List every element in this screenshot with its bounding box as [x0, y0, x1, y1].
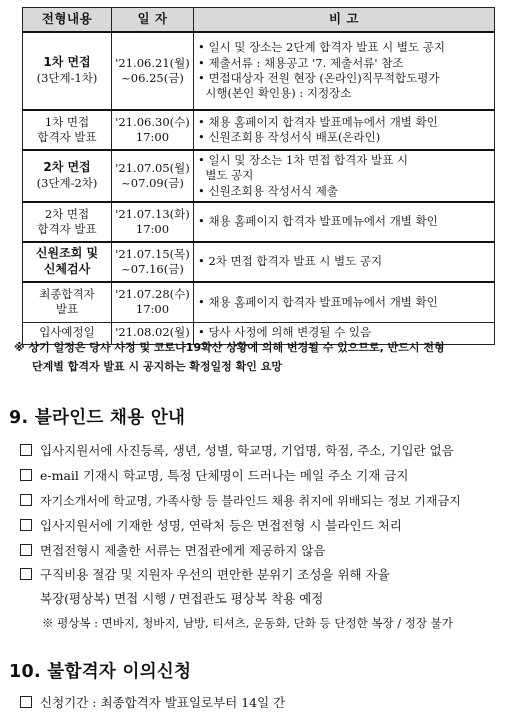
- checkbox-icon: [20, 469, 32, 481]
- checkbox-icon: [20, 696, 32, 708]
- list-item-text: 입사지원서에 기재한 성명, 연락처 등은 면접전형 시 블라인드 처리: [40, 518, 402, 533]
- date-line: ~07.16(금): [121, 262, 184, 276]
- schedule-footnote: [14, 338, 500, 377]
- header-date: 일 자: [112, 8, 194, 33]
- stage-sublabel: 합격자 발표: [37, 222, 97, 236]
- list-item-text: 면접전형시 제출한 서류는 면접관에게 제공하지 않음: [40, 543, 326, 558]
- list-item: [18, 438, 502, 463]
- note-line: • 제출서류 : 채용공고 '7. 제출서류' 참조: [198, 55, 404, 70]
- list-item: [18, 538, 502, 563]
- date-cell: [112, 150, 194, 202]
- checkbox-icon: [20, 519, 32, 531]
- notes-cell: [194, 110, 495, 150]
- date-cell: [112, 242, 194, 282]
- schedule-table: [22, 7, 495, 345]
- note-line: • 신원조회용 작성서식 배포(온라인): [198, 130, 381, 144]
- list-item: [18, 690, 502, 715]
- list-item: [18, 488, 502, 513]
- date-line: 17:00: [135, 302, 170, 317]
- notes-cell: [194, 32, 495, 110]
- date-cell: [112, 282, 194, 322]
- table-row: [23, 32, 495, 110]
- date-line: '21.07.05(월): [115, 160, 190, 175]
- note-line: • 신원조회용 작성서식 제출: [198, 183, 338, 198]
- list-item-continuation: 복장(평상복) 면접 시행 / 면접관도 평상복 착용 예정: [40, 591, 324, 606]
- stage-cell: [23, 150, 112, 202]
- date-cell: [112, 202, 194, 242]
- header-stage: 전형내용: [23, 8, 112, 33]
- date-line: 17:00: [135, 130, 170, 144]
- checkbox-icon: [20, 444, 32, 456]
- section-9-title: 9. 블라인드 채용 안내: [9, 408, 186, 428]
- note-line: • 일시 및 장소는 1차 면접 합격자 발표 시: [198, 153, 408, 168]
- table-row: [23, 282, 495, 322]
- notes-cell: [194, 242, 495, 282]
- date-line: '21.07.28(수): [115, 286, 190, 301]
- date-line: '21.08.02(월): [115, 325, 190, 340]
- list-item-text: e-mail 기재시 학교명, 특정 단체명이 드러나는 메일 주소 기재 금지: [40, 468, 409, 483]
- list-item-text: 입사지원서에 사진등록, 생년, 성별, 학교명, 기업명, 학점, 주소, 기입란 없음: [40, 443, 454, 458]
- section-9-list: [18, 438, 502, 635]
- date-cell: [112, 32, 194, 110]
- date-line: ~07.09(금): [121, 176, 184, 190]
- table-row: [23, 150, 495, 202]
- list-item-text: 자기소개서에 학교명, 가족사항 등 블라인드 채용 취지에 위배되는 정보 기재금지: [40, 494, 461, 508]
- note-line: • 당사 사정에 의해 변경될 수 있음: [198, 325, 372, 340]
- header-notes: 비 고: [194, 8, 495, 33]
- stage-cell: [23, 282, 112, 322]
- stage-label: 1차 면접: [43, 55, 91, 70]
- list-item: [18, 563, 502, 635]
- stage-cell: [23, 242, 112, 282]
- table-row: [23, 110, 495, 150]
- stage-label: 2차 면접: [44, 206, 90, 221]
- date-line: '21.07.13(화): [115, 206, 190, 221]
- date-line: '21.06.30(수): [115, 114, 190, 129]
- list-item: [18, 513, 502, 538]
- notes-cell: [194, 202, 495, 242]
- stage-sublabel: 합격자 발표: [37, 130, 97, 144]
- note-line: • 일시 및 장소는 2단계 합격자 발표 시 별도 공지: [198, 40, 445, 55]
- stage-cell: [23, 202, 112, 242]
- notes-cell: [194, 282, 495, 322]
- table-header-row: [23, 8, 495, 33]
- stage-label: 입사예정일: [39, 325, 95, 340]
- stage-label: 2차 면접: [43, 160, 91, 175]
- list-item-text: 신청기간 : 최종합격자 발표일로부터 14일 간: [40, 695, 286, 710]
- stage-cell: [23, 110, 112, 150]
- table-row: [23, 202, 495, 242]
- section-10-title: 10. 불합격자 이의신청: [9, 662, 192, 682]
- dress-code-note: ※ 평상복 : 면바지, 청바지, 남방, 티셔츠, 운동화, 단화 등 단정한 복장 / 정장 불가: [42, 616, 453, 630]
- checkbox-icon: [20, 494, 32, 506]
- date-line: 17:00: [135, 222, 170, 236]
- note-line: • 채용 홈페이지 합격자 발표메뉴에서 개별 확인: [198, 214, 438, 229]
- table-row: [23, 242, 495, 282]
- checkbox-icon: [20, 544, 32, 556]
- date-cell: [112, 110, 194, 150]
- stage-sublabel: 발표: [55, 302, 79, 317]
- note-line: • 채용 홈페이지 합격자 발표메뉴에서 개별 확인: [198, 114, 438, 129]
- section-10-list: [18, 690, 502, 715]
- footnote-line-2: 단계별 합격자 발표 시 공지하는 확정일정 확인 요망: [32, 360, 282, 374]
- footnote-line-1: ※ 상기 일정은 당사 사정 및 코로나19확산 상황에 의해 변경될 수 있으므로, 반드시 전형: [14, 341, 445, 354]
- stage-sublabel: (3단계-2차): [36, 176, 98, 191]
- note-line: • 채용 홈페이지 합격자 발표메뉴에서 개별 확인: [198, 294, 438, 309]
- stage-label: 1차 면접: [44, 114, 90, 129]
- date-line: '21.06.21(월): [115, 55, 190, 70]
- stage-label: 최종합격자: [39, 286, 95, 301]
- note-line: 시행(본인 확인용) : 지정장소: [198, 86, 352, 101]
- notes-cell: [194, 150, 495, 202]
- note-line: • 면접대상자 전원 현장 (온라인)직무적합도평가: [198, 71, 440, 85]
- stage-cell: [23, 32, 112, 110]
- date-line: ~06.25(금): [121, 71, 184, 85]
- stage-sublabel: (3단계-1차): [36, 71, 98, 86]
- list-item-text: 구직비용 절감 및 지원자 우선의 편안한 분위기 조성을 위해 자율: [40, 567, 390, 582]
- stage-label: 신원조회 및: [35, 246, 99, 261]
- date-line: '21.07.15(목): [115, 246, 190, 261]
- list-item: [18, 463, 502, 488]
- checkbox-icon: [20, 568, 32, 580]
- note-line: • 2차 면접 합격자 발표 시 별도 공지: [198, 254, 383, 269]
- stage-sublabel: 신체검사: [43, 262, 91, 276]
- note-line: 별도 공지: [198, 168, 254, 183]
